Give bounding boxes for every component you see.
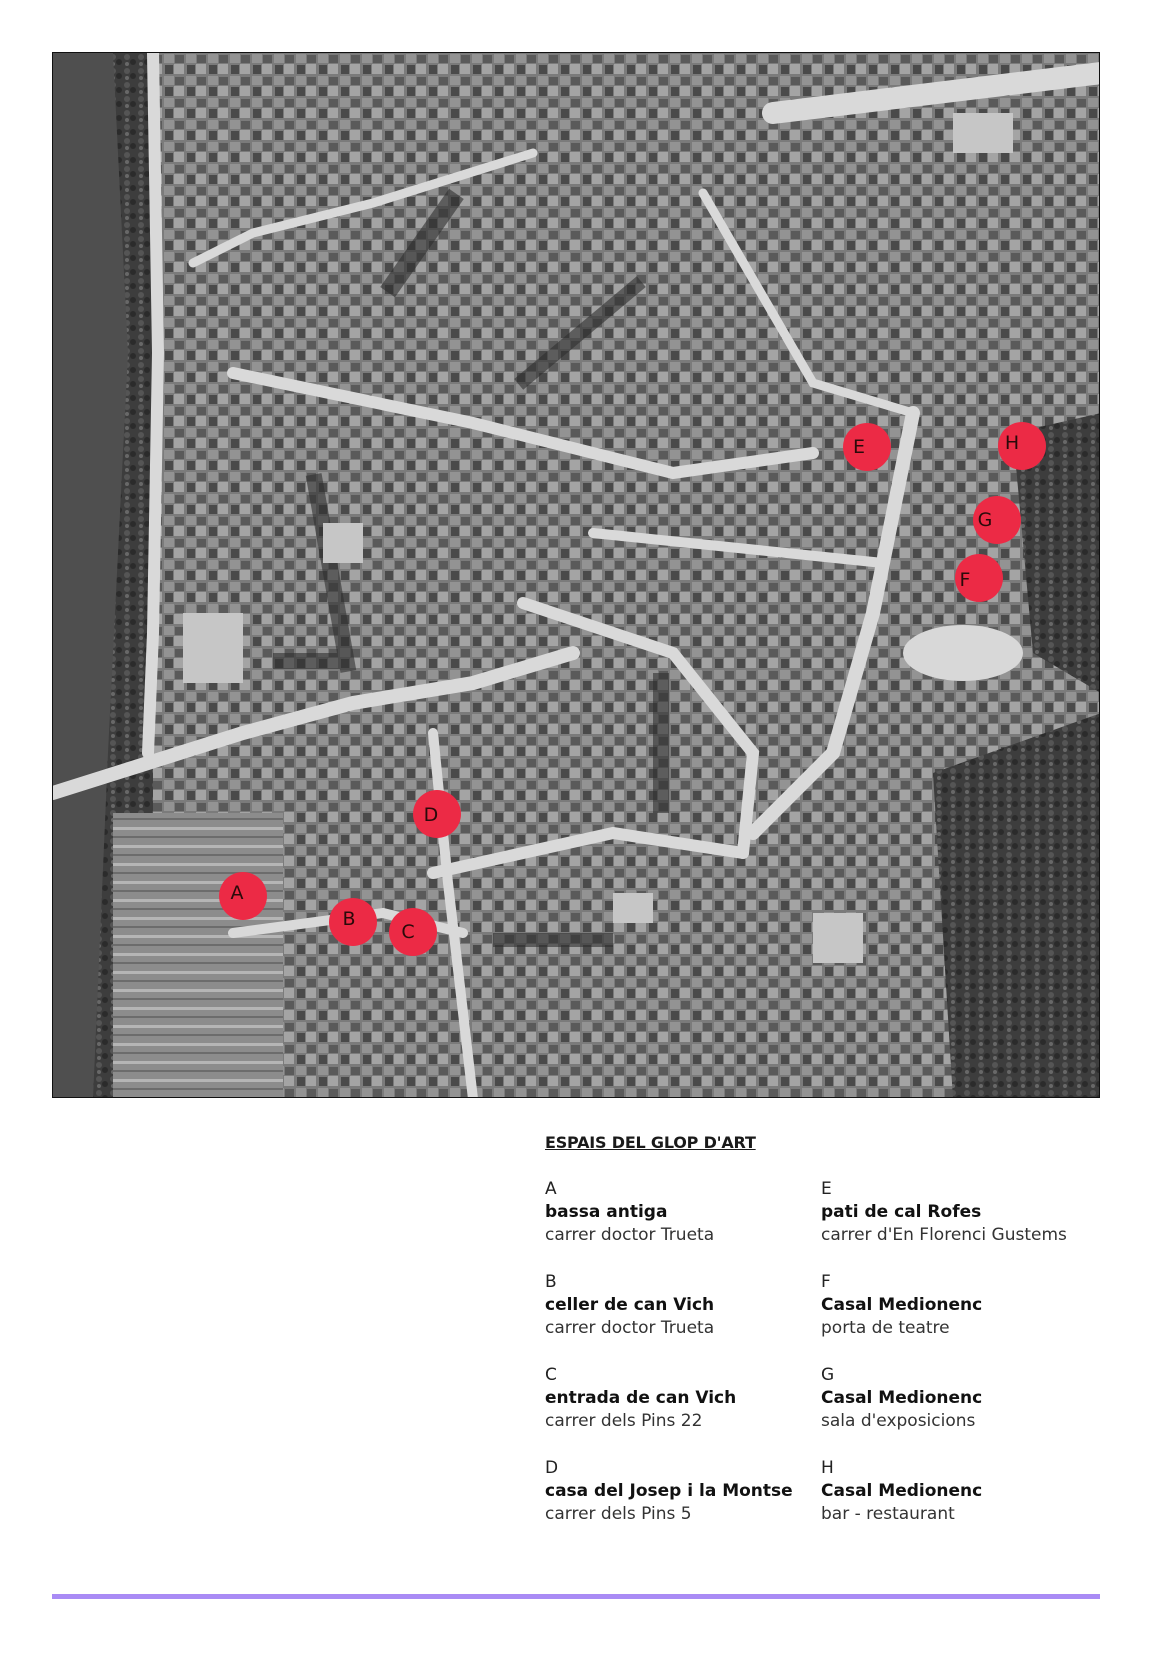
legend-address: carrer d'En Florenci Gustems	[821, 1225, 1067, 1245]
legend-letter: B	[545, 1272, 557, 1292]
map-marker-e-label: E	[852, 436, 866, 458]
legend-item-c	[545, 1364, 835, 1433]
legend-address: porta de teatre	[821, 1318, 950, 1338]
legend-letter: C	[545, 1365, 557, 1385]
map-marker-a-label: A	[230, 882, 244, 904]
legend-item-g	[821, 1364, 1111, 1433]
map-marker-d-label: D	[423, 804, 439, 826]
aerial-photo	[53, 53, 1100, 1098]
legend-address: bar - restaurant	[821, 1504, 955, 1524]
legend-address: carrer doctor Trueta	[545, 1318, 715, 1338]
legend-name: entrada de can Vich	[545, 1388, 737, 1408]
map-marker-e[interactable]	[843, 423, 891, 471]
legend-address: carrer dels Pins 22	[545, 1411, 703, 1431]
legend-title: ESPAIS DEL GLOP D'ART	[545, 1133, 756, 1152]
map-marker-g-label: G	[977, 509, 993, 531]
legend-letter: F	[821, 1272, 831, 1292]
legend-item-f	[821, 1271, 1111, 1340]
legend-item-h	[821, 1457, 1111, 1526]
legend-address: carrer doctor Trueta	[545, 1225, 715, 1245]
legend-letter: G	[821, 1365, 835, 1385]
legend-item-e	[821, 1178, 1111, 1247]
legend-item-b	[545, 1271, 835, 1340]
legend-item-a	[545, 1178, 835, 1247]
legend-name: celler de can Vich	[545, 1295, 715, 1315]
legend-address: sala d'exposicions	[821, 1411, 976, 1431]
bottom-divider	[52, 1594, 1100, 1599]
legend-letter: D	[545, 1458, 559, 1478]
map-marker-b-label: B	[342, 908, 356, 930]
legend-name: pati de cal Rofes	[821, 1202, 982, 1222]
legend-letter: A	[545, 1179, 557, 1199]
legend-name: Casal Medionenc	[821, 1388, 983, 1408]
legend-letter: H	[821, 1458, 834, 1478]
legend-name: casa del Josep i la Montse	[545, 1481, 793, 1501]
map-marker-c-label: C	[401, 921, 415, 943]
legend-item-d	[545, 1457, 835, 1526]
map-marker-f-label: F	[959, 569, 971, 591]
legend-name: Casal Medionenc	[821, 1481, 983, 1501]
legend-letter: E	[821, 1179, 832, 1199]
map-marker-h-label: H	[1004, 432, 1020, 454]
legend-name: Casal Medionenc	[821, 1295, 983, 1315]
legend-name: bassa antiga	[545, 1202, 668, 1222]
legend-address: carrer dels Pins 5	[545, 1504, 692, 1524]
aerial-map[interactable]	[52, 52, 1100, 1098]
